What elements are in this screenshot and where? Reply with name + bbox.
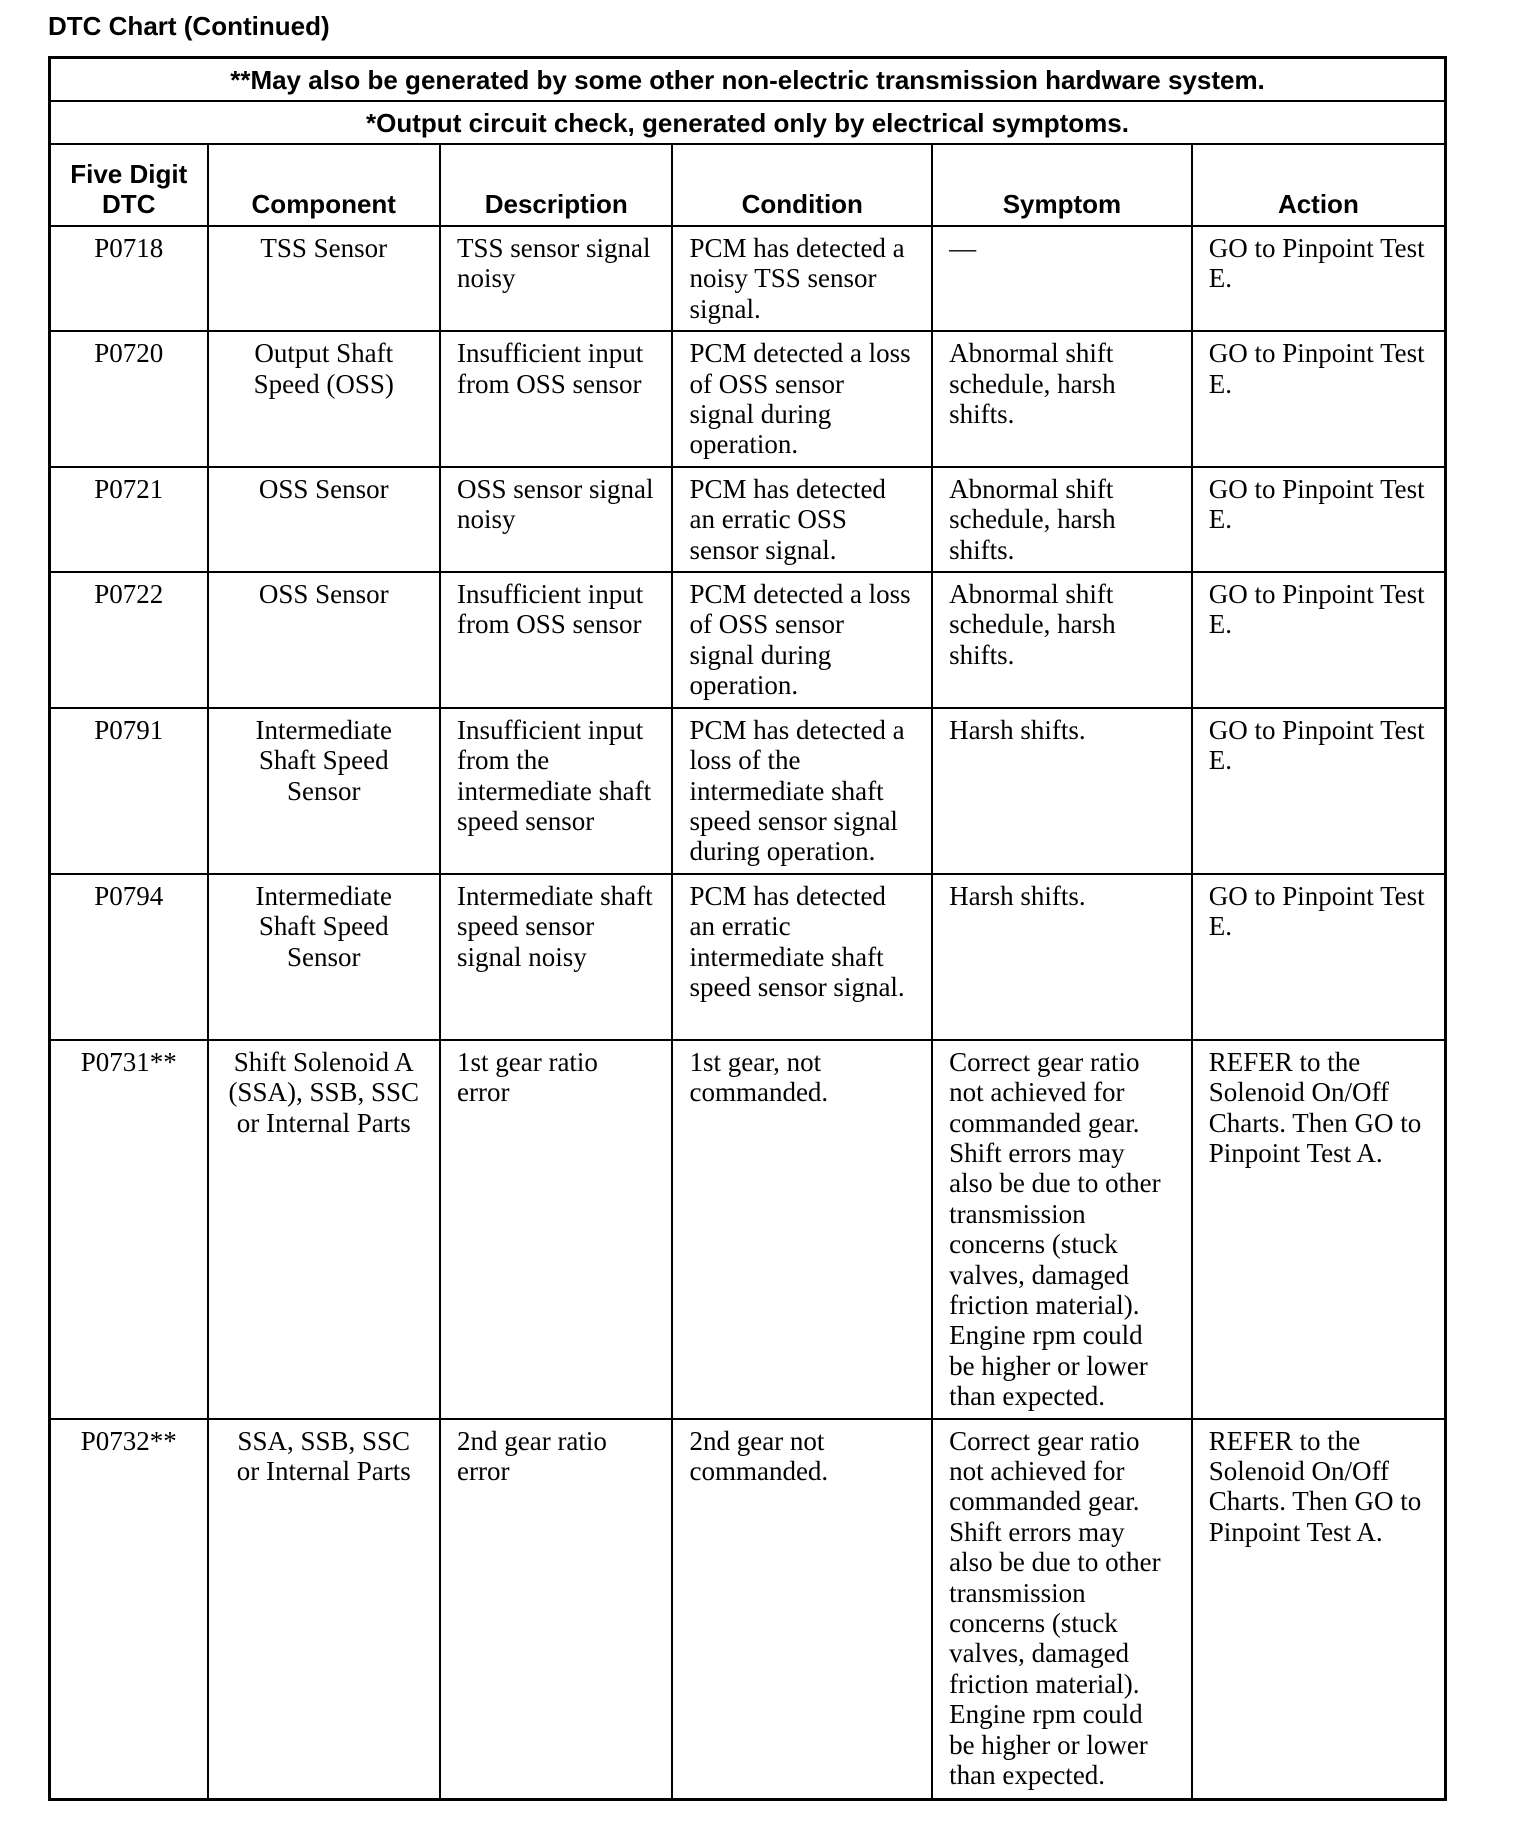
component-cell: Intermediate Shaft Speed Sensor: [208, 708, 440, 874]
table-row: [50, 572, 1446, 708]
condition-cell: PCM detected a loss of OSS sensor signal during operation.: [672, 572, 932, 708]
description-cell: Insufficient input from OSS sensor: [440, 331, 672, 467]
component-cell: TSS Sensor: [208, 226, 440, 331]
note-double-asterisk: **May also be generated by some other non-electric transmission hardware system.: [50, 58, 1446, 102]
condition-cell: PCM has detected an erratic OSS sensor signal.: [672, 467, 932, 572]
description-cell: 2nd gear ratio error: [440, 1419, 672, 1800]
action-cell: GO to Pinpoint Test E.: [1192, 874, 1446, 1040]
condition-cell: PCM has detected a noisy TSS sensor signal.: [672, 226, 932, 331]
column-header-component: Component: [208, 144, 440, 226]
symptom-cell: Abnormal shift schedule, harsh shifts.: [932, 331, 1192, 467]
symptom-cell: Correct gear ratio not achieved for commanded gear. Shift errors may also be due to other transmission concerns (stuck valves, damaged friction material). Engine rpm could be higher or lower than expected.: [932, 1040, 1192, 1419]
description-cell: Insufficient input from the intermediate shaft speed sensor: [440, 708, 672, 874]
symptom-cell: —: [932, 226, 1192, 331]
dtc-code: P0722: [50, 572, 208, 708]
component-cell: Shift Solenoid A (SSA), SSB, SSC or Internal Parts: [208, 1040, 440, 1419]
table-row: [50, 874, 1446, 1040]
action-cell: GO to Pinpoint Test E.: [1192, 226, 1446, 331]
dtc-code: P0732**: [50, 1419, 208, 1800]
component-cell: OSS Sensor: [208, 572, 440, 708]
condition-cell: 2nd gear not commanded.: [672, 1419, 932, 1800]
component-cell: OSS Sensor: [208, 467, 440, 572]
action-cell: GO to Pinpoint Test E.: [1192, 331, 1446, 467]
description-cell: OSS sensor signal noisy: [440, 467, 672, 572]
dtc-chart-table: [48, 56, 1447, 1801]
action-cell: GO to Pinpoint Test E.: [1192, 708, 1446, 874]
table-row: [50, 226, 1446, 331]
dtc-code: P0731**: [50, 1040, 208, 1419]
dtc-code: P0718: [50, 226, 208, 331]
column-header-condition: Condition: [672, 144, 932, 226]
table-row: [50, 1040, 1446, 1419]
symptom-cell: Harsh shifts.: [932, 874, 1192, 1040]
action-cell: REFER to the Solenoid On/Off Charts. Then GO to Pinpoint Test A.: [1192, 1419, 1446, 1800]
component-cell: Output Shaft Speed (OSS): [208, 331, 440, 467]
action-cell: GO to Pinpoint Test E.: [1192, 467, 1446, 572]
component-cell: SSA, SSB, SSC or Internal Parts: [208, 1419, 440, 1800]
column-header-description: Description: [440, 144, 672, 226]
header-row: [50, 144, 1446, 226]
dtc-code: P0720: [50, 331, 208, 467]
column-header-symptom: Symptom: [932, 144, 1192, 226]
note-row: [50, 58, 1446, 102]
column-header-dtc-label: Five Digit DTC: [70, 159, 188, 219]
dtc-code: P0721: [50, 467, 208, 572]
symptom-cell: Correct gear ratio not achieved for commanded gear. Shift errors may also be due to other transmission concerns (stuck valves, damaged friction material). Engine rpm could be higher or lower than expected.: [932, 1419, 1192, 1800]
page-title: DTC Chart (Continued): [48, 11, 330, 41]
symptom-cell: Abnormal shift schedule, harsh shifts.: [932, 572, 1192, 708]
condition-cell: PCM has detected a loss of the intermediate shaft speed sensor signal during operation.: [672, 708, 932, 874]
dtc-code: P0791: [50, 708, 208, 874]
symptom-cell: Harsh shifts.: [932, 708, 1192, 874]
condition-cell: PCM detected a loss of OSS sensor signal during operation.: [672, 331, 932, 467]
action-cell: REFER to the Solenoid On/Off Charts. Then GO to Pinpoint Test A.: [1192, 1040, 1446, 1419]
table-row: [50, 467, 1446, 572]
column-header-dtc: [50, 144, 208, 226]
note-row: [50, 101, 1446, 144]
description-cell: TSS sensor signal noisy: [440, 226, 672, 331]
table-row: [50, 708, 1446, 874]
action-cell: GO to Pinpoint Test E.: [1192, 572, 1446, 708]
condition-cell: PCM has detected an erratic intermediate shaft speed sensor signal.: [672, 874, 932, 1040]
description-cell: 1st gear ratio error: [440, 1040, 672, 1419]
note-single-asterisk: *Output circuit check, generated only by electrical symptoms.: [50, 101, 1446, 144]
symptom-cell: Abnormal shift schedule, harsh shifts.: [932, 467, 1192, 572]
description-cell: Intermediate shaft speed sensor signal noisy: [440, 874, 672, 1040]
table-row: [50, 331, 1446, 467]
column-header-action: Action: [1192, 144, 1446, 226]
condition-cell: 1st gear, not commanded.: [672, 1040, 932, 1419]
description-cell: Insufficient input from OSS sensor: [440, 572, 672, 708]
component-cell: Intermediate Shaft Speed Sensor: [208, 874, 440, 1040]
table-row: [50, 1419, 1446, 1800]
dtc-code: P0794: [50, 874, 208, 1040]
